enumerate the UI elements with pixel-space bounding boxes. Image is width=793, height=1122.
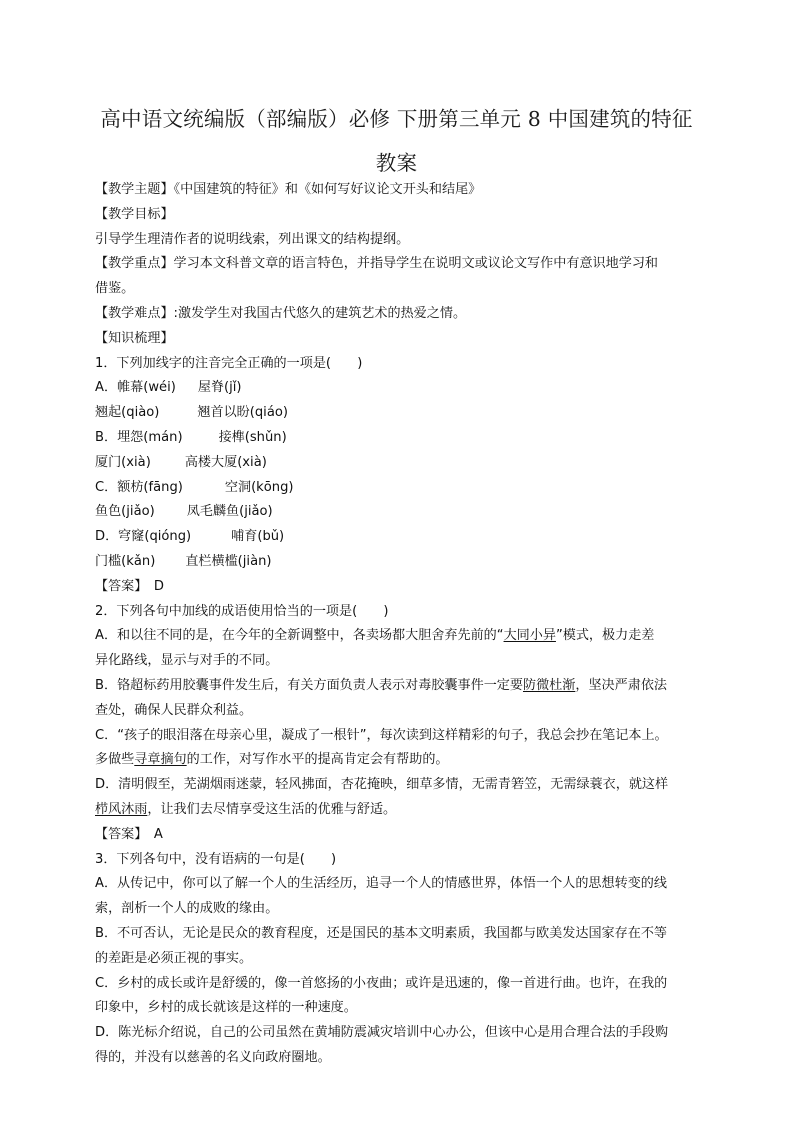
q2-option-a [95, 624, 707, 649]
q1-option-b-row2 [95, 451, 707, 476]
teaching-goal: 引导学生理清作者的说明线索，列出课文的结构提纲。 [95, 231, 410, 247]
teaching-goal-heading: 【教学目标】 [95, 206, 174, 222]
knowledge-heading: 【知识梳理】 [95, 330, 174, 346]
q1-option-b-item3: 厦门(xià) [95, 454, 151, 470]
teaching-difficulty: 【教学难点】:激发学生对我国古代悠久的建筑艺术的热爱之情。 [95, 305, 467, 321]
q3-option-c: C．乡村的成长或许是舒缓的，像一首悠扬的小夜曲；或许是迅速的，像一首进行曲。也许，在我的 [95, 975, 668, 991]
q2-option-c: C．“孩子的眼泪落在母亲心里，凝成了一根针”，每次读到这样精彩的句子，我总会抄在笔记本上。 [95, 727, 668, 743]
q3-option-d-cont: 得的，并没有以慈善的名义向政府圈地。 [95, 1049, 331, 1065]
q2-option-b-idiom: 防微杜渐 [522, 677, 576, 693]
q2-option-a-idiom: 大同小异 [503, 628, 556, 644]
q2-option-a-text-cont: ”模式，极力走差 [555, 628, 655, 644]
q1-option-c-item1: C．额枋(fāng) [95, 479, 183, 495]
q2-option-c-idiom: 寻章摘句 [134, 752, 187, 768]
document-body [95, 178, 707, 1071]
answer-1: 【答案】 D [95, 578, 165, 594]
q1-option-c-item3: 鱼色(jiǎo) [95, 504, 155, 520]
q3-option-d: D．陈光标介绍说，自己的公司虽然在黄埔防震减灾培训中心办公，但该中心是用合理合法的手段购 [95, 1025, 669, 1041]
document-title: 高中语文统编版（部编版）必修 下册第三单元 8 中国建筑的特征 [100, 107, 693, 131]
teaching-theme: 【教学主题】《中国建筑的特征》和《如何写好议论文开头和结尾》 [95, 182, 482, 197]
q3-option-b: B．不可否认，无论是民众的教育程度，还是国民的基本文明素质，我国都与欧美发达国家存在不等 [95, 925, 668, 941]
q1-option-a-item1: A．帷幕(wéi) [95, 380, 176, 396]
q1-option-b-item4: 高楼大厦(xià) [184, 454, 267, 470]
q3-option-b-cont: 的差距是必须正视的事实。 [95, 950, 253, 966]
q2-option-c-text-cont: 的工作，对写作水平的提高肯定会有帮助的。 [186, 752, 449, 768]
answer-2: 【答案】 A [95, 826, 163, 842]
q1-option-b-item2: 接榫(shǔn) [218, 429, 287, 445]
q1-option-d-item1: D．穹窿(qióng) [95, 529, 192, 545]
q1-option-c [95, 476, 707, 501]
teaching-key-point-cont: 借鉴。 [95, 281, 135, 297]
q2-option-d-text-cont: ，让我们去尽情享受这生活的优雅与舒适。 [147, 801, 397, 817]
question-1: 1．下列加线字的注音完全正确的一项是( ) [95, 355, 363, 371]
q1-option-d-item4: 直栏横槛(jiàn) [185, 553, 272, 569]
q3-option-c-cont: 印象中，乡村的成长就该是这样的一种速度。 [95, 1000, 357, 1016]
q1-option-a-row2 [95, 401, 707, 426]
q1-option-b-item1: B．埋怨(mán) [95, 429, 183, 445]
q2-option-b-text: B．铬超标药用胶囊事件发生后，有关方面负责人表示对毒胶囊事件一定要 [95, 677, 523, 693]
q2-option-c-text: 多做些 [95, 752, 135, 768]
question-3: 3．下列各句中，没有语病的一句是( ) [95, 851, 337, 867]
q3-option-a-cont: 索，剖析一个人的成败的缘由。 [95, 901, 279, 917]
q2-option-b-cont: 查处，确保人民群众利益。 [95, 702, 253, 718]
q1-option-d-item2: 哺育(bǔ) [231, 529, 285, 545]
q1-option-d-row2 [95, 550, 707, 575]
q2-option-b-text-cont: ，坚决严肃依法 [575, 677, 668, 693]
question-2: 2．下列各句中加线的成语使用恰当的一项是( ) [95, 603, 389, 619]
q3-option-a: A．从传记中，你可以了解一个人的生活经历，追寻一个人的情感世界，体悟一个人的思想转变的线 [95, 876, 667, 892]
q1-option-c-row2 [95, 500, 707, 525]
q1-option-b [95, 426, 707, 451]
q2-option-d-idiom: 栉风沐雨 [95, 801, 148, 817]
q1-option-a-item4: 翘首以盼(qiáo) [197, 405, 288, 421]
q1-option-c-item2: 空洞(kōng) [224, 479, 294, 495]
q2-option-d-cont [95, 798, 707, 823]
q2-option-c-cont [95, 748, 707, 773]
q1-option-a-item3: 翘起(qiào) [95, 405, 160, 421]
document-title-suffix: 教案 [375, 151, 418, 175]
q2-option-a-cont: 异化路线，显示与对手的不同。 [95, 653, 279, 669]
q1-option-d [95, 525, 707, 550]
q1-option-a [95, 376, 707, 401]
q1-option-d-item3: 门槛(kǎn) [95, 553, 156, 569]
teaching-key-point: 【教学重点】学习本文科普文章的语言特色，并指导学生在说明文或议论文写作中有意识地学习和 [95, 256, 659, 272]
q2-option-b [95, 674, 707, 699]
q1-option-a-item2: 屋脊(jǐ) [197, 380, 242, 396]
q2-option-d: D．清明假至，芜湖烟雨迷蒙，轻风拂面，杏花掩映，细草多情，无需青箬笠，无需绿蓑衣，就这样 [95, 777, 669, 793]
q1-option-c-item4: 凤毛麟鱼(jiǎo) [186, 504, 273, 520]
q2-option-a-text: A．和以往不同的是，在今年的全新调整中，各卖场都大胆舍弃先前的“ [95, 628, 504, 644]
